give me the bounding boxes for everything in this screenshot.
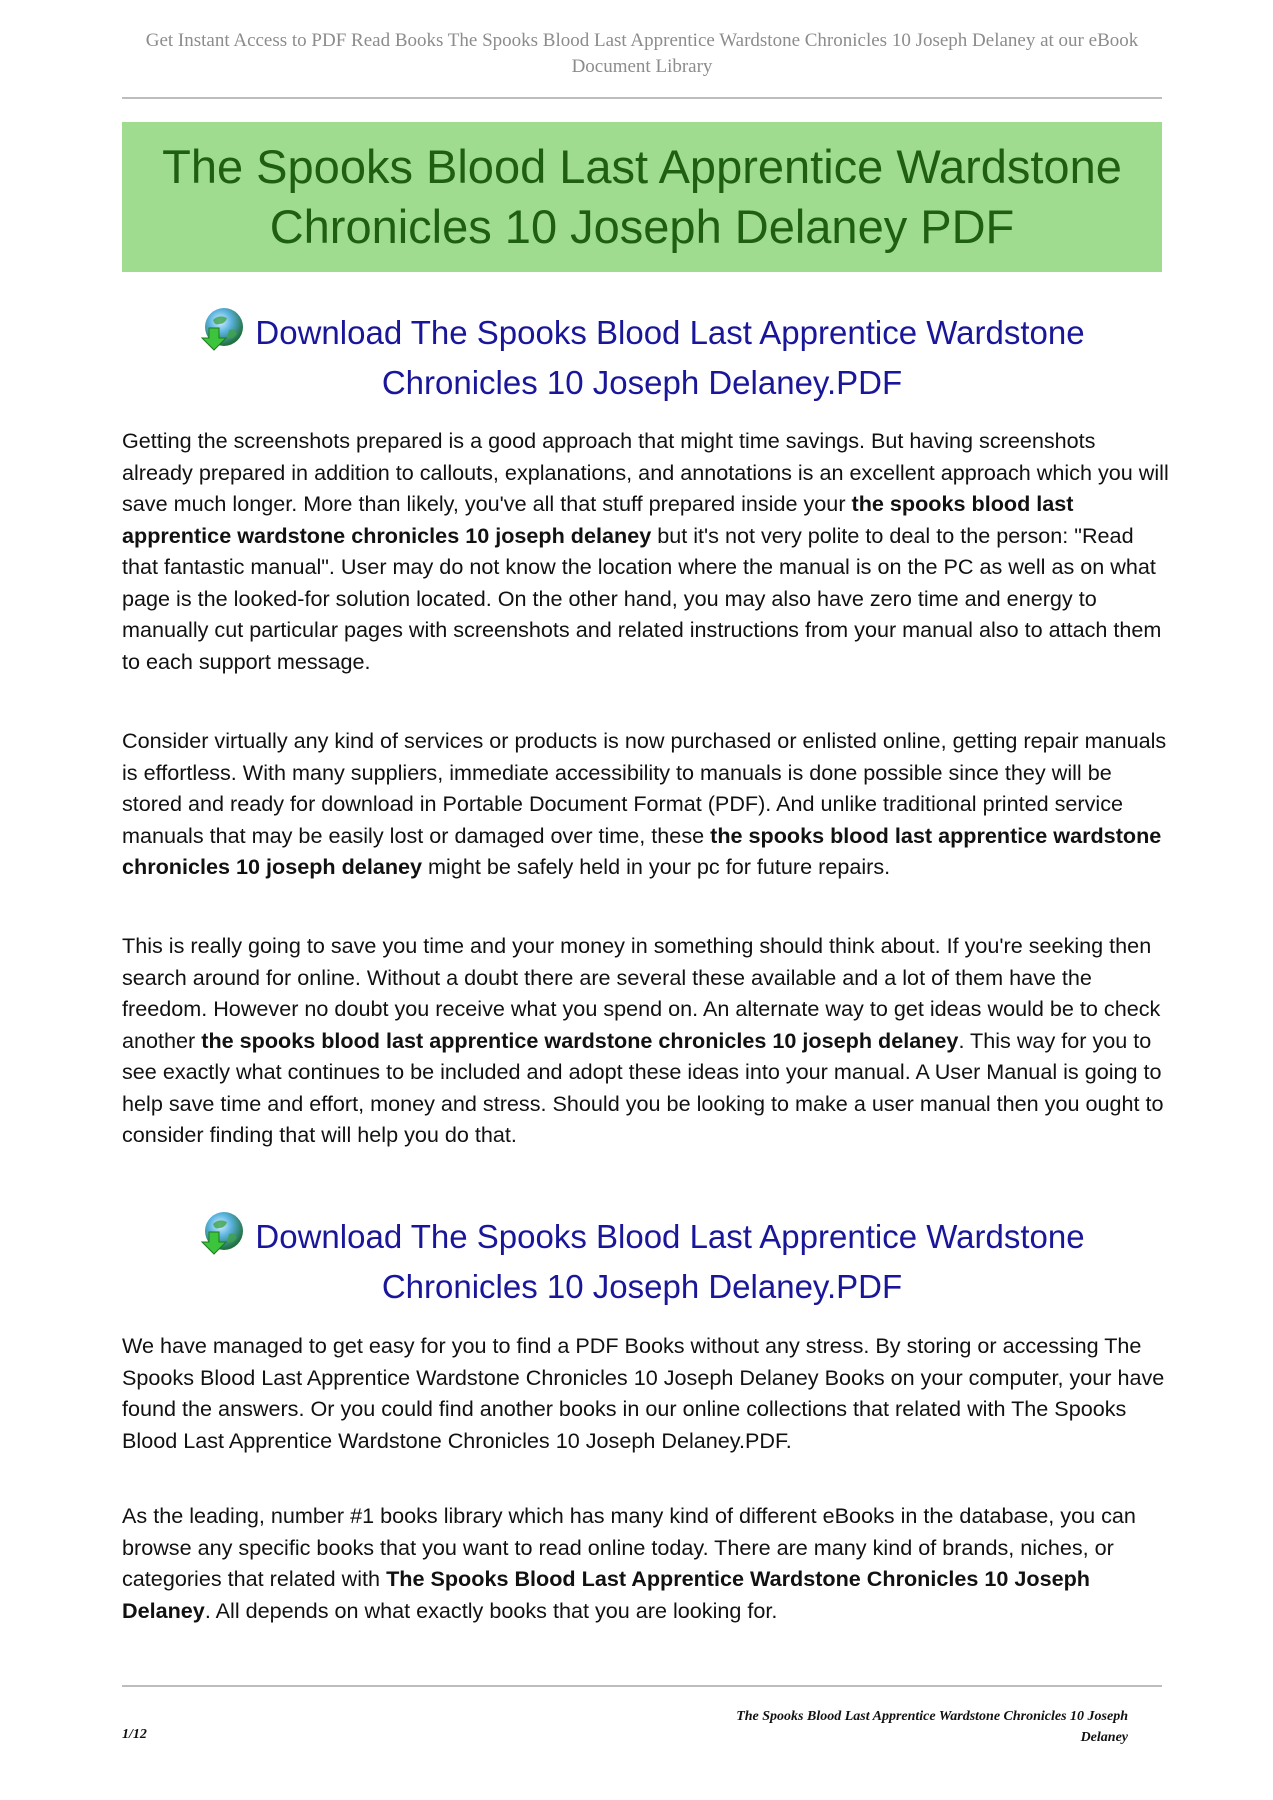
- paragraph-4: [122, 1330, 1172, 1456]
- paragraph-5-text-a: As the leading, number #1 books library which has many kind of different eBooks in the database, you can browse any specific books that you want to read online today. There are many kind of brands, niches, or categories that related with: [122, 1503, 1136, 1591]
- paragraph-2: [122, 725, 1172, 883]
- footer-title: [568, 1706, 1128, 1748]
- download-link-block-2: [122, 1210, 1162, 1312]
- footer-title-line-1: The Spooks Blood Last Apprentice Wardstone Chronicles 10 Joseph: [736, 1709, 1128, 1724]
- download-link-2-line-1: Download The Spooks Blood Last Apprentice Wardstone: [255, 1218, 1085, 1255]
- globe-download-icon: [199, 306, 245, 352]
- paragraph-3: [122, 930, 1172, 1151]
- header-divider: [122, 97, 1162, 99]
- paragraph-3-text-b: . This way for you to see exactly what continues to be included and adopt these ideas into your manual. A User Manual is going to help save time and effort, money and stress. Should you be looking to make a user manual then you ought to consider finding that will help you do that.: [122, 1027, 1164, 1147]
- paragraph-5-text-b: . All depends on what exactly books that you are looking for.: [204, 1597, 778, 1623]
- footer-divider: [122, 1685, 1162, 1687]
- document-title: [162, 137, 1122, 257]
- paragraph-5: [122, 1500, 1172, 1626]
- paragraph-4-text: We have managed to get easy for you to find a PDF Books without any stress. By storing or accessing The Spooks Blood Last Apprentice Wardstone Chronicles 10 Joseph Delaney Books on your computer, your have found the answers. Or you could find another books in our online collections that related with The Spooks Blood Last Apprentice Wardstone Chronicles 10 Joseph Delaney.PDF.: [122, 1333, 1165, 1453]
- download-link-2-line-2: Chronicles 10 Joseph Delaney.PDF: [381, 1268, 903, 1305]
- paragraph-5-bold: The Spooks Blood Last Apprentice Wardstone Chronicles 10 Joseph Delaney: [122, 1566, 1090, 1623]
- globe-download-icon: [199, 1210, 245, 1256]
- download-link-1[interactable]: [199, 314, 1084, 401]
- title-banner: [122, 122, 1162, 272]
- paragraph-2-text-b: might be safely held in your pc for future repairs.: [422, 854, 891, 879]
- download-link-2[interactable]: [199, 1218, 1084, 1305]
- download-link-1-line-2: Chronicles 10 Joseph Delaney.PDF: [381, 364, 903, 401]
- download-link-block-1: [122, 306, 1162, 408]
- page-header: Get Instant Access to PDF Read Books The Spooks Blood Last Apprentice Wardstone Chronicles 10 Joseph Delaney at our eBook Document Library: [145, 30, 1139, 77]
- download-link-1-line-1: Download The Spooks Blood Last Apprentice Wardstone: [255, 314, 1085, 351]
- title-line-1: The Spooks Blood Last Apprentice Wardstone: [162, 140, 1122, 193]
- title-line-2: Chronicles 10 Joseph Delaney PDF: [269, 200, 1015, 253]
- paragraph-1-text-b: but it's not very polite to deal to the person: "Read that fantastic manual". User may do not know the location where the manual is on the PC as well as on what page is the looked-for solution located. On the other hand, you may also have zero time and energy to manually cut particular pages with screenshots and related instructions from your manual also to attach them to each support message.: [122, 522, 1162, 674]
- footer-title-line-2: Delaney: [1080, 1730, 1128, 1745]
- paragraph-1: [122, 425, 1172, 677]
- paragraph-2-bold: the spooks blood last apprentice wardstone chronicles 10 joseph delaney: [122, 822, 1162, 879]
- paragraph-3-text-a: This is really going to save you time and your money in something should think about. If you're seeking then search around for online. Without a doubt there are several these available and a lot of them have the freedom. However no doubt you receive what you spend on. An alternate way to get ideas would be to check another: [122, 933, 1161, 1053]
- paragraph-1-bold: the spooks blood last apprentice wardstone chronicles 10 joseph delaney: [122, 491, 1074, 548]
- paragraph-2-text-a: Consider virtually any kind of services or products is now purchased or enlisted online, getting repair manuals is effortless. With many suppliers, immediate accessibility to manuals is done possible since they will be stored and ready for download in Portable Document Format (PDF). And unlike traditional printed service manuals that may be easily lost or damaged over time, these: [122, 728, 1167, 848]
- paragraph-1-text-a: Getting the screenshots prepared is a good approach that might time savings. But having screenshots already prepared in addition to callouts, explanations, and annotations is an excellent approach which you will save much longer. More than likely, you've all that stuff prepared inside your: [122, 428, 1169, 516]
- page-number: 1/12: [122, 1727, 147, 1742]
- paragraph-3-bold: the spooks blood last apprentice wardstone chronicles 10 joseph delaney: [201, 1027, 959, 1053]
